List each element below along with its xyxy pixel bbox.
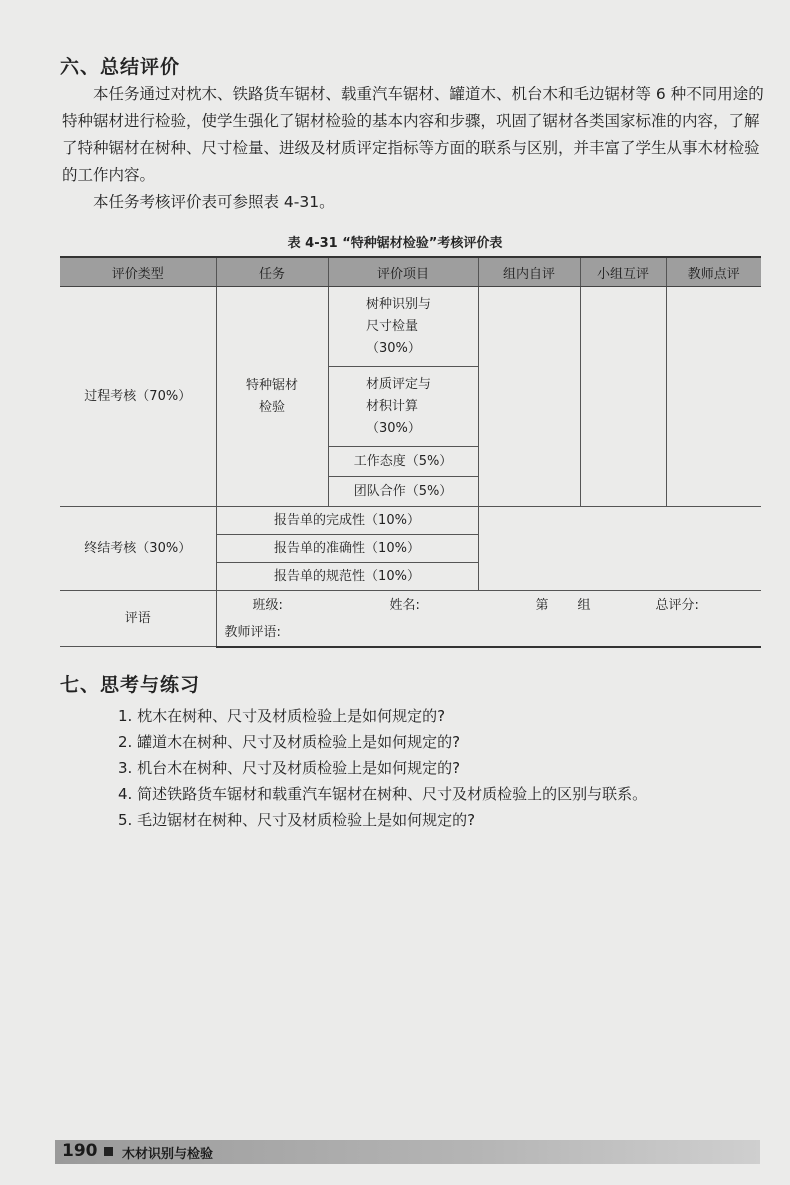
header-self-eval: 组内自评 [478, 257, 580, 287]
table-row [60, 287, 761, 367]
header-eval-item: 评价项目 [328, 257, 478, 287]
list-item: 3. 机台木在树种、尺寸及材质检验上是如何规定的? [118, 759, 461, 777]
process-type-cell: 过程考核（70%） [60, 287, 216, 507]
peer-eval-cell [580, 287, 666, 507]
final-score-cell [478, 507, 761, 591]
process-task-label: 特种锯材检验 [245, 377, 298, 415]
evaluation-table [60, 256, 761, 648]
table-row [60, 507, 761, 535]
process-task-cell [216, 287, 328, 507]
square-bullet-icon [104, 1147, 113, 1156]
name-label: 姓名: [389, 597, 420, 613]
class-label: 班级: [252, 597, 283, 613]
header-task: 任务 [216, 257, 328, 287]
teacher-comment-cell [216, 621, 761, 647]
comment-label-cell: 评语 [60, 591, 216, 647]
group-prefix: 第 [535, 597, 549, 613]
item-label: 材质评定与材积计算（30%） [366, 376, 432, 436]
item-cell: 工作态度（5%） [328, 447, 478, 477]
teacher-eval-cell [666, 287, 761, 507]
final-type-cell: 终结考核（30%） [60, 507, 216, 591]
item-cell: 报告单的规范性（10%） [216, 563, 478, 591]
item-cell: 报告单的完成性（10%） [216, 507, 478, 535]
book-title: 木材识别与检验 [122, 1147, 214, 1162]
list-item: 4. 简述铁路货车锯材和载重汽车锯材在树种、尺寸及材质检验上的区别与联系。 [118, 785, 648, 803]
page-number: 190 [62, 1141, 98, 1161]
section-heading-exercises: 七、思考与练习 [60, 674, 201, 696]
exercise-list [118, 703, 647, 833]
self-eval-cell [478, 287, 580, 507]
header-eval-type: 评价类型 [60, 257, 216, 287]
list-item: 2. 罐道木在树种、尺寸及材质检验上是如何规定的? [118, 733, 461, 751]
section-heading-summary: 六、总结评价 [60, 56, 181, 78]
list-item: 1. 枕木在树种、尺寸及材质检验上是如何规定的? [118, 707, 446, 725]
table-caption: 表 4-31 “特种锯材检验”考核评价表 [287, 236, 503, 251]
summary-paragraph: 本任务通过对枕木、铁路货车锯材、载重汽车锯材、罐道木、机台木和毛边锯材等 6 种不同用途的特种锯材进行检验，使学生强化了锯材检验的基本内容和步骤，巩固了锯材各类国家标准的内容，了解了特种锯材在树种、尺寸检量、进级及材质评定指标等方面的联系与区别，并丰富了学生从事木材检验的工作内容。 [62, 85, 764, 184]
list-item: 5. 毛边锯材在树种、尺寸及材质检验上是如何规定的? [118, 811, 476, 829]
header-peer-eval: 小组互评 [580, 257, 666, 287]
teacher-comment-label: 教师评语: [224, 625, 281, 640]
table-reference-paragraph: 本任务考核评价表可参照表 4-31。 [93, 193, 335, 211]
item-label: 树种识别与尺寸检量（30%） [366, 296, 432, 356]
header-teacher-eval: 教师点评 [666, 257, 761, 287]
table-row [60, 591, 761, 621]
group-suffix: 组 [577, 597, 591, 613]
total-score-label: 总评分: [655, 597, 699, 613]
item-cell [328, 287, 478, 367]
item-cell [328, 367, 478, 447]
item-cell: 报告单的准确性（10%） [216, 535, 478, 563]
item-cell: 团队合作（5%） [328, 477, 478, 507]
comment-info-cell [216, 591, 761, 621]
table-header-row [60, 257, 761, 287]
